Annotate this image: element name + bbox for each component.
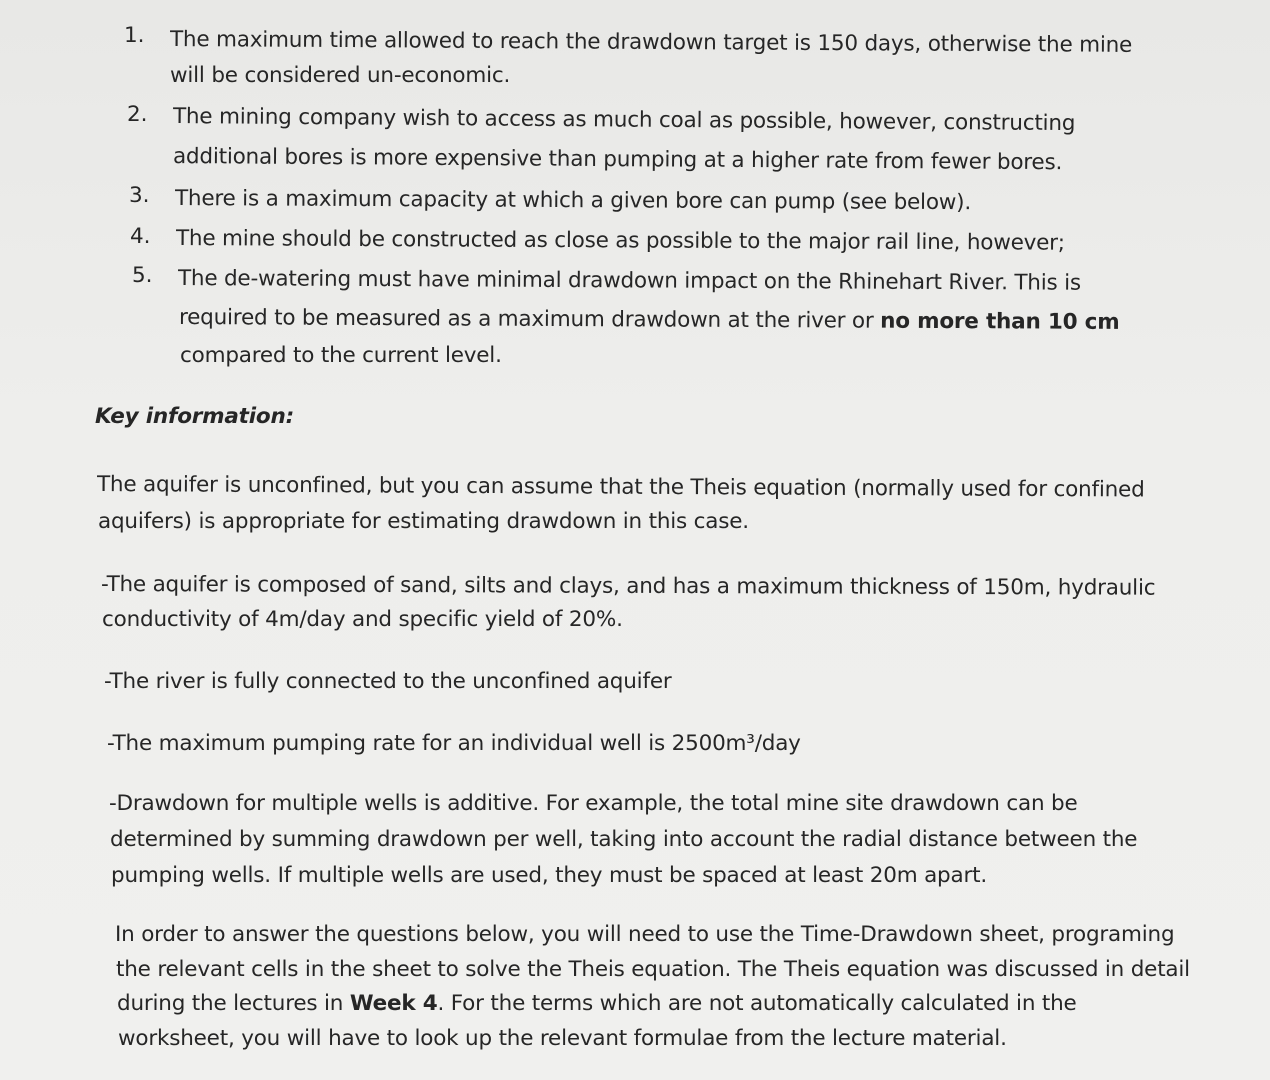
paragraph-3: -The river is fully connected to the unconfined aquifer	[104, 669, 672, 694]
key-information-heading: Key information:	[95, 404, 295, 429]
max-drawdown-limit: no more than 10 cm	[880, 308, 1120, 335]
paragraph-6-line-2: the relevant cells in the sheet to solve the Theis equation. The Theis equation was discussed in detail	[116, 957, 1190, 982]
paragraph-6-line-1: In order to answer the questions below, you will need to use the Time-Drawdown sheet, programing	[115, 922, 1175, 947]
week-reference: Week 4	[349, 991, 438, 1016]
list-number-5: 5.	[132, 263, 153, 288]
list-number-2: 2.	[127, 102, 148, 127]
list-item-2-line-2: additional bores is more expensive than pumping at a higher rate from fewer bores.	[172, 144, 1063, 176]
paragraph-6-line-3-end: . For the terms which are not automatically calculated in the	[437, 991, 1077, 1016]
list-item-2-line-1: The mining company wish to access as much coal as possible, however, constructing	[172, 104, 1076, 137]
list-item-1-line-2: will be considered un-economic.	[170, 63, 511, 88]
list-item-3-line-1: There is a maximum capacity at which a given bore can pump (see below).	[174, 186, 972, 216]
paragraph-2-line-1: -The aquifer is composed of sand, silts and clays, and has a maximum thickness of 150m, hydraulic	[100, 572, 1156, 601]
paragraph-4: -The maximum pumping rate for an individual well is 2500m³/day	[107, 731, 801, 756]
list-number-1: 1.	[124, 23, 145, 48]
paragraph-6-line-4: worksheet, you will have to look up the relevant formulae from the lecture material.	[118, 1026, 1007, 1051]
list-item-5-line-1: The de-watering must have minimal drawdown impact on the Rhinehart River. This is	[177, 266, 1082, 296]
paragraph-1-line-2: aquifers) is appropriate for estimating drawdown in this case.	[98, 509, 749, 534]
list-item-1-line-1: The maximum time allowed to reach the drawdown target is 150 days, otherwise the mine	[169, 27, 1133, 58]
paragraph-6-line-3	[117, 990, 1077, 1018]
paragraph-5-line-1: -Drawdown for multiple wells is additive. For example, the total mine site drawdown can be	[109, 791, 1078, 816]
list-item-5-line-3: compared to the current level.	[180, 343, 502, 368]
paragraph-2-line-2: conductivity of 4m/day and specific yield of 20%.	[102, 607, 623, 632]
paragraph-5-line-3: pumping wells. If multiple wells are used, they must be spaced at least 20m apart.	[111, 863, 987, 888]
paragraph-6-line-3-start: during the lectures in	[117, 991, 350, 1016]
paragraph-5-line-2: determined by summing drawdown per well, taking into account the radial distance between the	[110, 827, 1138, 852]
list-item-5-line-2-text: required to be measured as a maximum drawdown at the river or	[178, 305, 881, 334]
list-number-3: 3.	[129, 183, 150, 208]
list-item-5-line-2	[179, 304, 1120, 337]
list-item-4-line-1: The mine should be constructed as close as possible to the major rail line, however;	[175, 226, 1065, 256]
list-number-4: 4.	[130, 224, 151, 249]
paragraph-1-line-1: The aquifer is unconfined, but you can assume that the Theis equation (normally used for confined	[96, 472, 1145, 503]
